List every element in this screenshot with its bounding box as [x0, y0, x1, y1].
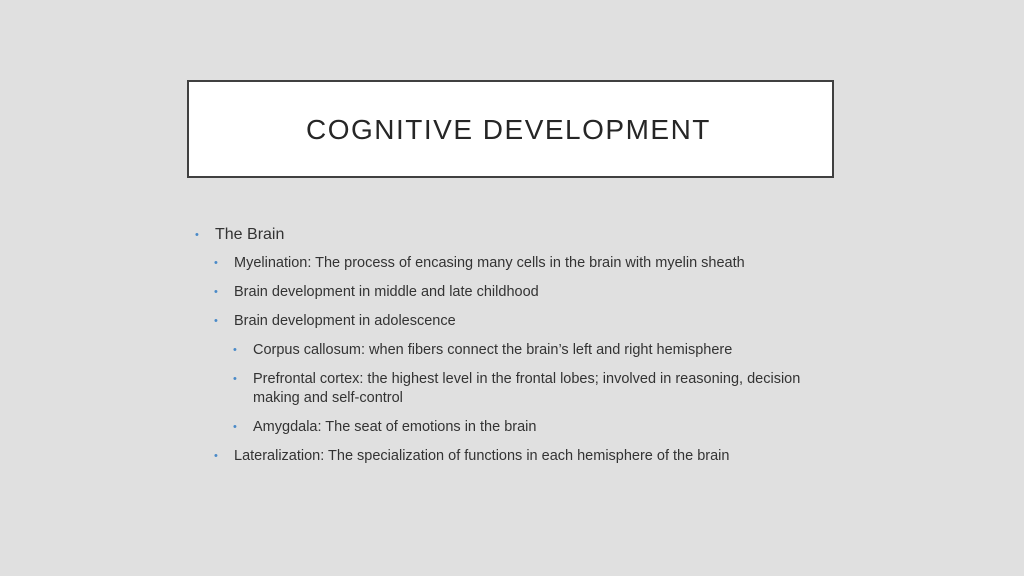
list-item-corpus-callosum	[233, 341, 815, 360]
slide-title: COGNITIVE DEVELOPMENT	[306, 114, 711, 145]
list-item-text: Prefrontal cortex: the highest level in the frontal lobes; involved in reasoning, decision making and self-control	[253, 371, 801, 406]
list-item-prefrontal-cortex	[233, 370, 815, 408]
list-item-text: The Brain	[215, 226, 285, 243]
list-item-text: Amygdala: The seat of emotions in the brain	[253, 419, 537, 435]
list-item-myelination	[214, 254, 815, 273]
list-item-amygdala	[233, 418, 815, 437]
list-item-the-brain	[195, 224, 815, 246]
bullet-icon: •	[214, 257, 218, 269]
bullet-list	[195, 224, 815, 476]
bullet-icon: •	[214, 315, 218, 327]
bullet-icon: •	[195, 229, 199, 241]
bullet-icon: •	[233, 421, 237, 433]
bullet-icon: •	[233, 344, 237, 356]
bullet-icon: •	[233, 373, 237, 385]
list-item-lateralization	[214, 447, 815, 466]
bullet-icon: •	[214, 286, 218, 298]
list-item-text: Lateralization: The specialization of functions in each hemisphere of the brain	[234, 448, 730, 464]
list-item-middle-late-childhood	[214, 283, 815, 302]
list-item-adolescence	[214, 312, 815, 331]
list-item-text: Myelination: The process of encasing many cells in the brain with myelin sheath	[234, 255, 745, 271]
list-item-text: Brain development in adolescence	[234, 313, 456, 329]
title-box	[187, 80, 834, 178]
list-item-text: Corpus callosum: when fibers connect the brain’s left and right hemisphere	[253, 342, 733, 358]
list-item-text: Brain development in middle and late childhood	[234, 284, 539, 300]
bullet-icon: •	[214, 450, 218, 462]
